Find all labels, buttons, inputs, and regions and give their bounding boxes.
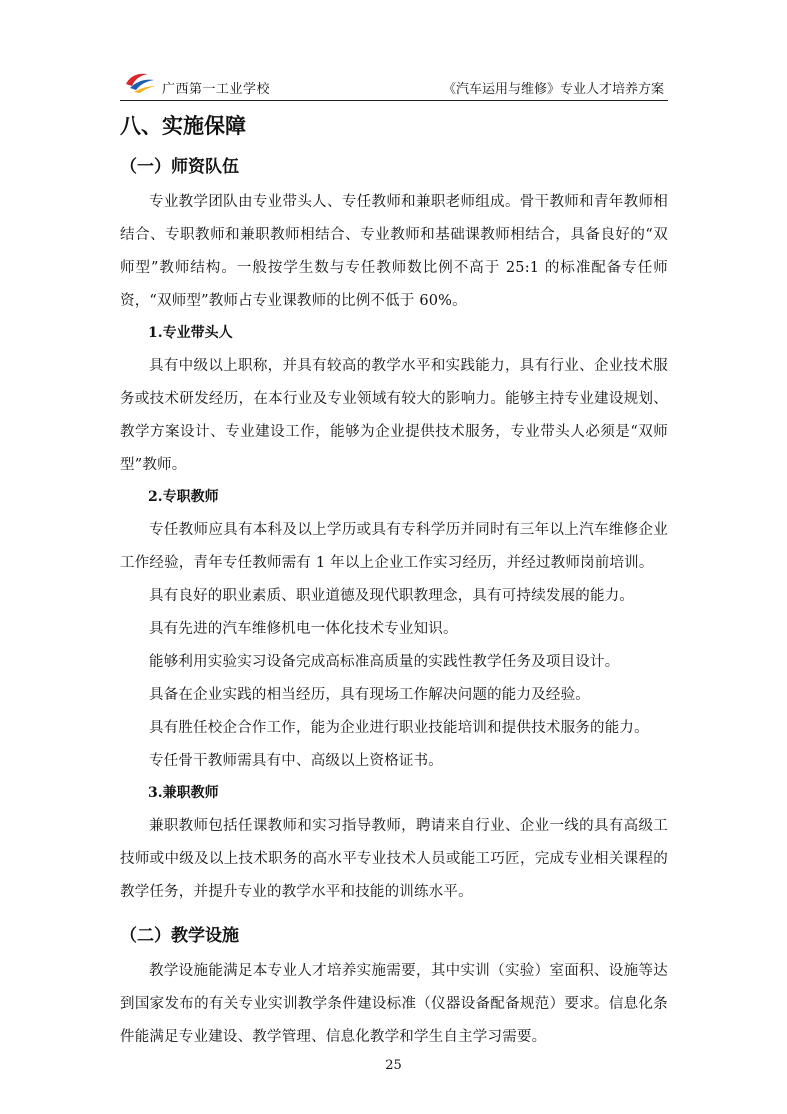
page-content [120,104,668,1054]
document-title: 《汽车运用与维修》专业人才培养方案 [442,82,664,97]
fulltime-paragraph: 能够利用实验实习设备完成高标准高质量的实践性教学任务及项目设计。 [149,654,620,670]
fulltime-paragraph: 具有良好的职业素质、职业道德及现代职教理念，具有可持续发展的能力。 [149,588,635,604]
facilities-paragraph: 教学设施能满足本专业人才培养实施需要，其中实训（实验）室面积、设施等达到国家发布的有关专业实训教学条件建设标准（仪器设备配备规范）要求。信息化条件能满足专业建设、教学管理、信息化教学和学生自主学习需要。 [120,963,668,1045]
school-logo-icon [122,70,158,94]
subsection-title-lead: 1.专业带头人 [148,325,233,341]
section-title-facilities: （二）教学设施 [120,926,239,946]
subsection-title-parttime: 3.兼职教师 [148,785,219,801]
fulltime-paragraph: 专任教师应具有本科及以上学历或具有专科学历并同时有三年以上汽车维修企业工作经验，青年专任教师需有 1 年以上企业工作实习经历，并经过教师岗前培训。 [120,522,668,571]
subsection-title-fulltime: 2.专职教师 [148,489,219,505]
school-name: 广西第一工业学校 [162,82,271,97]
lead-teacher-paragraph: 具有中级以上职称，并具有较高的教学水平和实践能力，具有行业、企业技术服务或技术研发经历，在本行业及专业领域有较大的影响力。能够主持专业建设规划、教学方案设计、专业建设工作，能够为企业提供技术服务，专业带头人必须是“双师型”教师。 [120,358,668,473]
chapter-title: 八、实施保障 [120,114,246,138]
fulltime-paragraph: 具备在企业实践的相当经历，具有现场工作解决问题的能力及经验。 [149,687,590,703]
fulltime-paragraph: 具有胜任校企合作工作，能为企业进行职业技能培训和提供技术服务的能力。 [149,720,649,736]
section-title-faculty: （一）师资队伍 [120,157,239,177]
page-number: 25 [385,1058,402,1073]
faculty-intro-paragraph: 专业教学团队由专业带头人、专任教师和兼职老师组成。骨干教师和青年教师相结合、专职教师和兼职教师相结合、专业教师和基础课教师相结合，具备良好的“双师型”教师结构。一般按学生数与专任教师数比例不高于 25:1 的标准配备专任师资，“双师型”教师占专业课教师的比例不低于 60%。 [120,194,668,309]
fulltime-paragraph: 具有先进的汽车维修机电一体化技术专业知识。 [149,621,458,637]
fulltime-paragraph: 专任骨干教师需具有中、高级以上资格证书。 [149,753,443,769]
parttime-paragraph: 兼职教师包括任课教师和实习指导教师，聘请来自行业、企业一线的具有高级工技师或中级及以上技术职务的高水平专业技术人员或能工巧匠，完成专业相关课程的教学任务，并提升专业的教学水平和技能的训练水平。 [120,818,668,900]
page-header [120,70,668,101]
